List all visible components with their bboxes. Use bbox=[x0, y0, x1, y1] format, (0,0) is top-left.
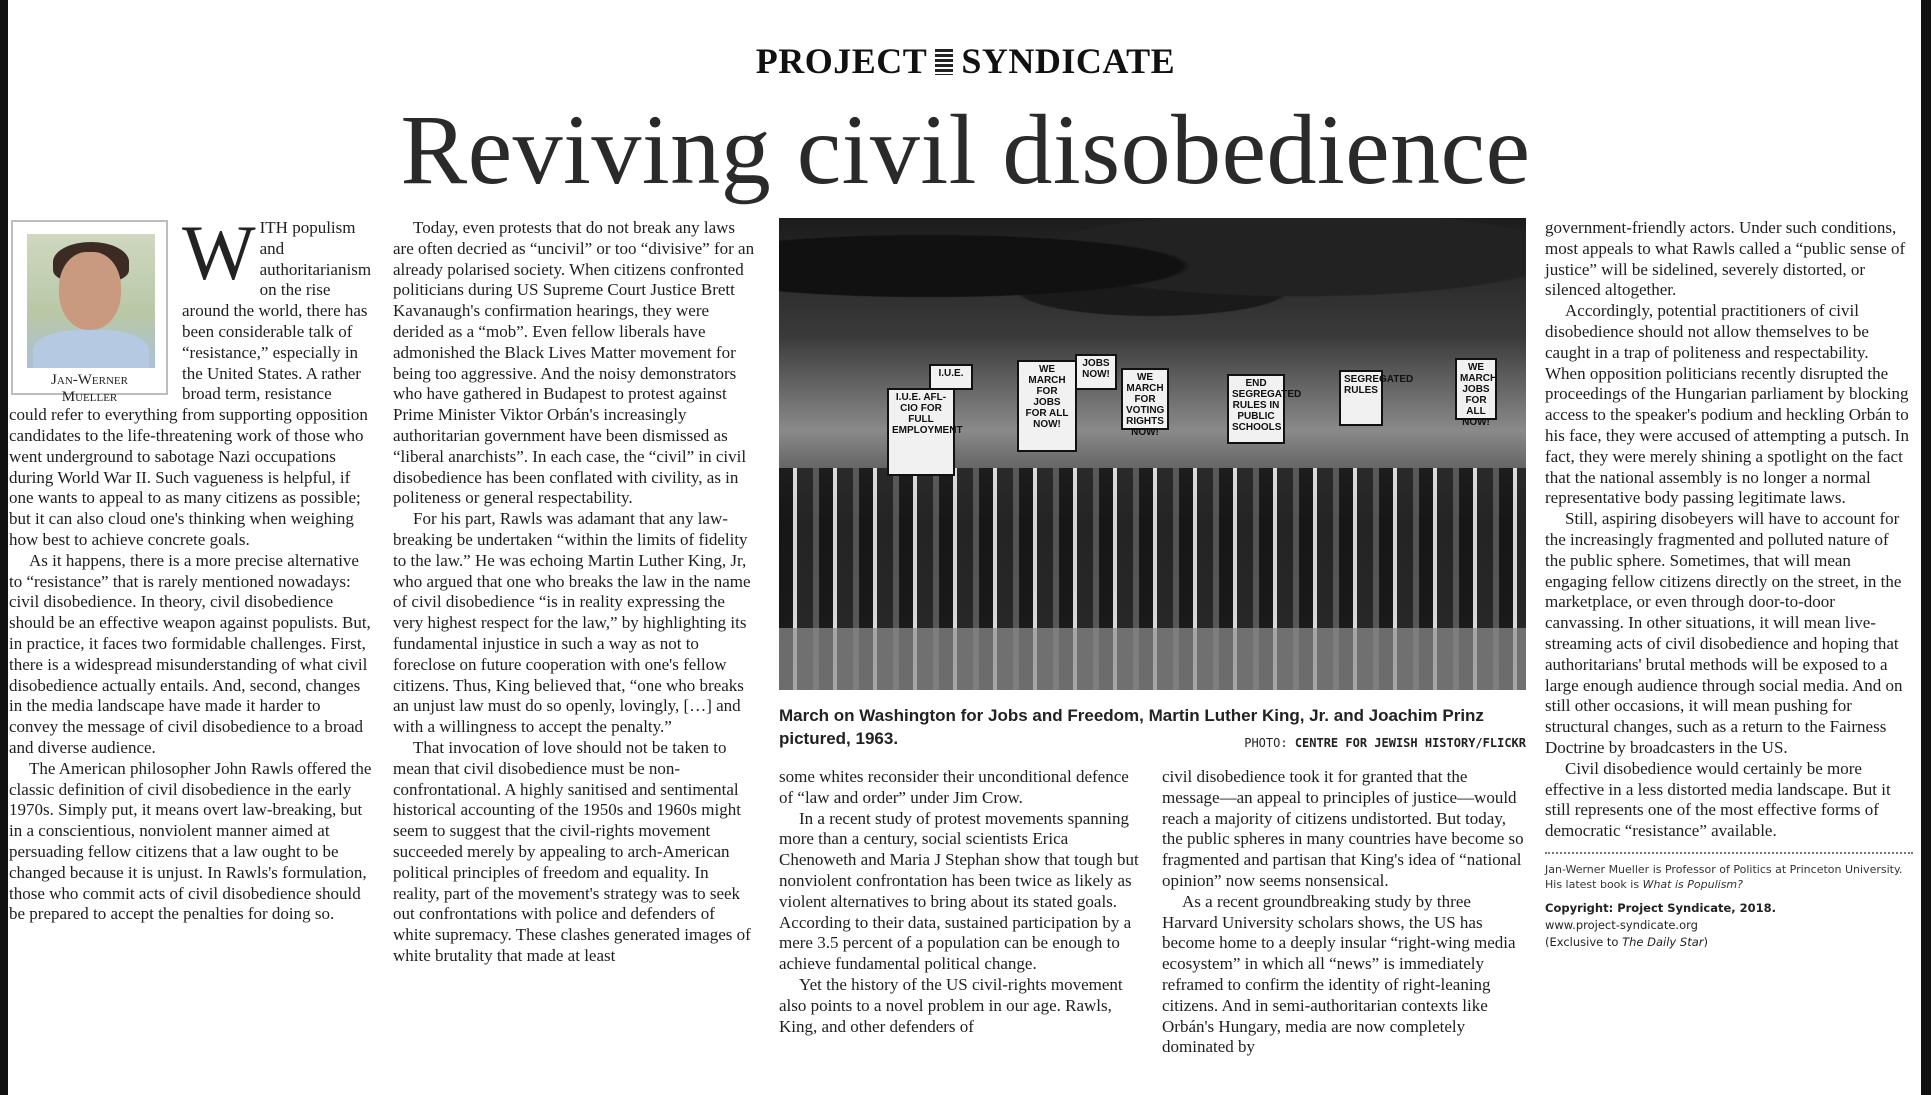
author-bio-text: Jan-Werner Mueller is Professor of Politics at Princeton University. His latest book is bbox=[1545, 862, 1903, 891]
author-name-line1: Jan-Werner bbox=[51, 372, 128, 388]
article-column-3 bbox=[779, 767, 1146, 1037]
paragraph: Yet the history of the US civil-rights movement also points to a novel problem in our age. Rawls, King, and other defenders of bbox=[779, 974, 1123, 1036]
copyright-block bbox=[1545, 900, 1913, 951]
masthead-logo-icon bbox=[935, 49, 953, 75]
paragraph: some whites reconsider their unconditional defence of “law and order” under Jim Crow. bbox=[779, 767, 1129, 807]
photo-credit-label: PHOTO: bbox=[1244, 736, 1288, 750]
paragraph: Today, even protests that do not break any laws are often decried as “uncivil” or too “divisive” for an already polarised society. When citizens confronted politicians during US Supreme Court Justice Brett Kavanaugh's confirmation hearings, they were derided as a “mob”. Even fellow liberals have admonished the Black Lives Matter movement for being too aggressive. And the noisy demonstrators who have gathered in Budapest to protest against Prime Minister Viktor Orbán's increasingly authoritarian government have been dismissed as “liberal anarchists”. In each case, the “civil” in civil disobedience has been conflated with civility, as in politeness or general respectability. bbox=[393, 218, 755, 508]
copyright-url: www.project-syndicate.org bbox=[1545, 917, 1698, 932]
paragraph: government-friendly actors. Under such conditions, most appeals to what Rawls called a “public sense of justice” will be sidelined, severely distorted, or silenced altogether. bbox=[1545, 218, 1906, 300]
paragraph: Still, aspiring disobeyers will have to account for the increasingly fragmented and polluted nature of the public sphere. Sometimes, that will mean engaging fellow citizens directly on the street, in the marketplace, or even through door-to-door canvassing. In other situations, it will mean live-streaming acts of civil disobedience and hoping that authoritarians' brutal methods will be exposed to a large enough audience through social media. And on still other occasions, it will mean pushing for structural changes, such as a return to the Fairness Doctrine by broadcasters in the US. bbox=[1545, 509, 1903, 757]
photo-street bbox=[779, 628, 1526, 690]
article-column-2 bbox=[393, 218, 755, 967]
copyright-line: Copyright: Project Syndicate, 2018. bbox=[1545, 900, 1777, 915]
protest-sign: JOBS NOW! bbox=[1075, 354, 1117, 390]
photo-trees bbox=[779, 218, 1526, 338]
paragraph: As it happens, there is a more precise alternative to “resistance” that is rarely mentioned nowadays: civil disobedience. In theory, civil disobedience should be an effective weapon against populists. But, in practice, it faces two formidable challenges. First, there is a widespread misunderstanding of what civil disobedience actually entails. And, second, changes in the media landscape have made it harder to convey the message of civil disobedience to a broad and diverse audience. bbox=[9, 550, 371, 757]
author-name bbox=[13, 372, 166, 406]
paragraph: Civil disobedience would certainly be more effective in a less distorted media landscape. But it still represents one of the most effective forms of democratic “resistance” available. bbox=[1545, 758, 1891, 841]
photo-credit-source: CENTRE FOR JEWISH HISTORY/FLICKR bbox=[1294, 736, 1526, 750]
copyright-exclusive: (Exclusive to The Daily Star) bbox=[1545, 934, 1708, 949]
photo-caption: March on Washington for Jobs and Freedom, Martin Luther King, Jr. and Joachim Prinz pictured, 1963. bbox=[779, 706, 1484, 748]
masthead bbox=[0, 40, 1931, 82]
masthead-right: SYNDICATE bbox=[961, 41, 1176, 81]
article-column-1 bbox=[9, 209, 372, 925]
divider bbox=[1545, 852, 1913, 854]
protest-sign: END SEGREGATED RULES IN PUBLIC SCHOOLS bbox=[1227, 374, 1285, 444]
author-bio-book: What is Populism? bbox=[1642, 877, 1743, 891]
paragraph: The American philosopher John Rawls offered the classic definition of civil disobedience in the early 1970s. Simply put, it means overt law-breaking, but in a conscientious, nonviolent manner aimed at persuading fellow citizens that a law ought to be changed because it is unjust. In Rawls's formulation, those who commit acts of civil disobedience should be prepared to accept the penalties for doing so. bbox=[9, 758, 372, 924]
protest-sign: WE MARCH JOBS FOR ALL NOW! bbox=[1455, 358, 1497, 420]
paragraph: That invocation of love should not be taken to mean that civil disobedience must be non-confrontational. A highly sanitised and sentimental historical accounting of the 1950s and 1960s might seem to suggest that the civil-rights movement succeeded merely by appealing to arch-American political principles of freedom and equality. In reality, part of the movement's strategy was to seek out confrontations with police and defenders of white supremacy. These clashes generated images of white brutality that made at least bbox=[393, 737, 751, 965]
protest-sign: SEGREGATED RULES bbox=[1339, 370, 1383, 426]
protest-sign: I.U.E. AFL-CIO FOR FULL EMPLOYMENT bbox=[887, 388, 955, 476]
author-box bbox=[11, 220, 168, 405]
paragraph-text: ITH populism and authoritarianism on the rise around the world, there has been considerable talk of “resistance,” especially in the United States. A rather broad term, resistance could refer to everything from supporting opposition candidates to the life-threatening work of those who went underground to sabotage Nazi occupations during World War II. Such vagueness is helpful, if one wants to appeal to as many citizens as possible; but it can also cloud one's thinking when weighing how best to achieve concrete goals. bbox=[9, 218, 372, 549]
dropcap: W bbox=[182, 209, 256, 296]
author-portrait bbox=[27, 234, 155, 368]
author-bio bbox=[1545, 862, 1913, 892]
protest-sign: WE MARCH FOR VOTING RIGHTS NOW! bbox=[1121, 368, 1169, 430]
article-column-4 bbox=[1162, 767, 1527, 1058]
paragraph: As a recent groundbreaking study by three Harvard University scholars shows, the US has become home to a deeply insular “right-wing media ecosystem” in which all “news” is immediately reframed to confirm the identity of right-leaning citizens. And in semi-authoritarian contexts like Orbán's Hungary, media are now completely dominated by bbox=[1162, 891, 1516, 1057]
article-column-5 bbox=[1545, 218, 1913, 951]
headline: Reviving civil disobedience bbox=[400, 94, 1531, 205]
paragraph: In a recent study of protest movements spanning more than a century, social scientists Erica Chenoweth and Maria J Stephan show that tough but nonviolent confrontation has been twice as likely as violent alternatives to bring about its stated goals. According to their data, sustained participation by a mere 3.5 percent of a population can be enough to achieve fundamental political change. bbox=[779, 808, 1139, 974]
paragraph: civil disobedience took it for granted that the message—an appeal to principles of justice—would reach a majority of citizens undistorted. But today, the public spheres in many countries have become so fragmented and partisan that King's idea of “national opinion” now seems nonsensical. bbox=[1162, 767, 1524, 890]
march-photo bbox=[779, 218, 1526, 690]
masthead-left: PROJECT bbox=[755, 41, 928, 81]
protest-sign: WE MARCH FOR JOBS FOR ALL NOW! bbox=[1017, 360, 1077, 452]
protest-sign: I.U.E. bbox=[929, 364, 973, 390]
author-name-line2: Mueller bbox=[61, 389, 118, 405]
photo-credit bbox=[1204, 736, 1526, 750]
paragraph: Accordingly, potential practitioners of civil disobedience should not allow themselves to be caught in a trap of politeness and respectability. When opposition politicians recently disrupted the proceedings of the Hungarian parliament by blocking access to the speaker's podium and heckling Orbán to his face, they were accused of attempting a putsch. In fact, they were merely shining a spotlight on the fact that the national assembly is no longer a normal representative body passing legitimate laws. bbox=[1545, 301, 1909, 508]
paragraph: For his part, Rawls was adamant that any law-breaking be undertaken “within the limits of fidelity to the law.” He was echoing Martin Luther King, Jr, who argued that one who breaks the law in the name of civil disobedience “is in reality expressing the very highest respect for the law,” by highlighting its fundamental injustice in such a way as not to foreclose on future cooperation with one's fellow citizens. Thus, King believed that, “one who breaks an unjust law must do so openly, lovingly, […] and with a willingness to accept the penalty.” bbox=[393, 509, 751, 737]
